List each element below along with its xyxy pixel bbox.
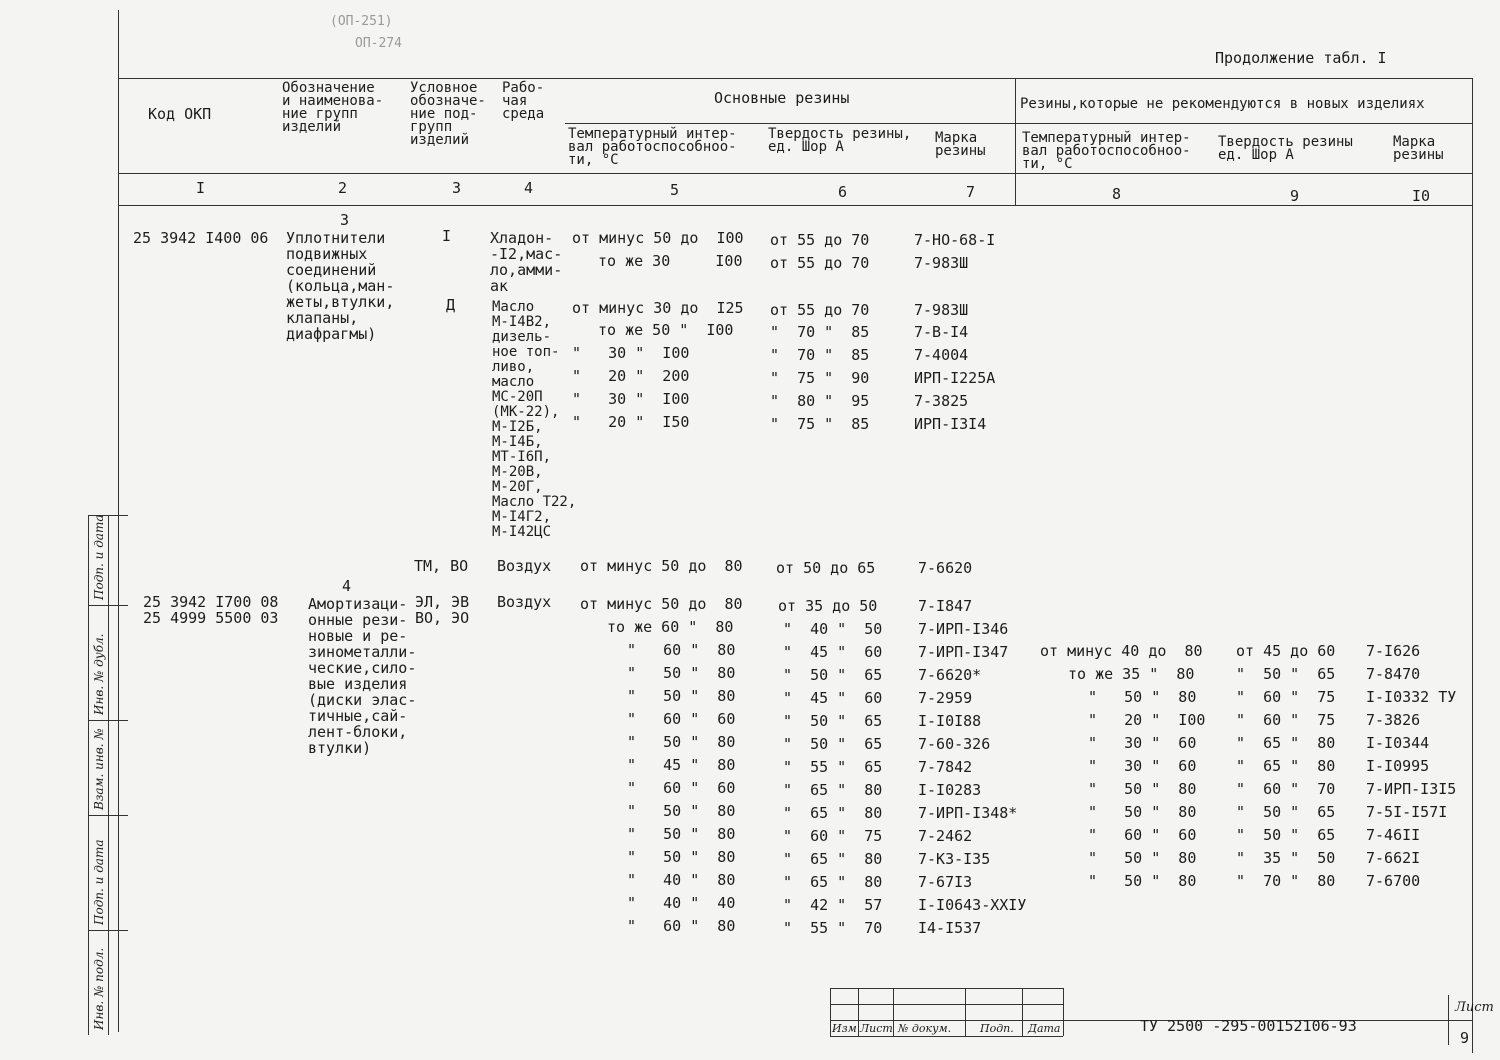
temp-range: " 60 " 80 xyxy=(627,917,736,935)
temp-range: " 60 " 60 xyxy=(627,710,736,728)
temp-range: " 20 " I50 xyxy=(572,413,690,431)
subgroup-code: Д xyxy=(446,296,456,314)
temp-range: " 45 " 80 xyxy=(627,756,736,774)
hardness-range-nr: " 60 " 75 xyxy=(1236,688,1336,706)
okp-code: 25 4999 5500 03 xyxy=(143,609,279,627)
stamp-line xyxy=(830,988,1063,989)
rubber-mark: 7-7842 xyxy=(918,758,973,776)
temp-range-nr: " 50 " 80 xyxy=(1088,872,1197,890)
working-medium: Воздух xyxy=(497,593,552,611)
rubber-mark-nr: 7-I626 xyxy=(1366,642,1421,660)
rubber-mark: 7-К3-I35 xyxy=(918,850,991,868)
group-name: Уплотнители подвижных соединений (кольца,ман- жеты,втулки, клапаны, диафрагмы) xyxy=(286,229,395,343)
rubber-mark-nr: I-I0995 xyxy=(1366,757,1430,775)
bleed-through-text: (ОП-251) xyxy=(330,14,393,29)
hardness-range: " 50 " 65 xyxy=(783,666,883,684)
header-hardness-nr: Твердость резины ед. Шор А xyxy=(1218,134,1353,163)
hardness-range: " 70 " 85 xyxy=(770,346,870,364)
stamp-cell: Лист xyxy=(860,1022,893,1035)
hardness-range-nr: " 50 " 65 xyxy=(1236,826,1336,844)
temp-range-nr: то же 35 " 80 xyxy=(1068,665,1195,683)
table-top-border xyxy=(118,78,1473,79)
hardness-range: " 80 " 95 xyxy=(770,392,870,410)
temp-range: " 50 " 80 xyxy=(627,664,736,682)
side-column-left xyxy=(88,515,89,1035)
temp-range: то же 30 I00 xyxy=(598,252,743,270)
header-bottom-border xyxy=(118,173,1473,174)
group-divider xyxy=(1015,78,1016,206)
hardness-range: " 60 " 75 xyxy=(783,827,883,845)
hardness-range: от 55 до 70 xyxy=(770,301,870,319)
rubber-mark: 7-ИРП-I347 xyxy=(918,643,1009,661)
temp-range-nr: " 50 " 80 xyxy=(1088,688,1197,706)
hardness-range: " 70 " 85 xyxy=(770,323,870,341)
hardness-range-nr: " 50 " 65 xyxy=(1236,665,1336,683)
temp-range-nr: " 20 " I00 xyxy=(1088,711,1206,729)
hardness-range: " 75 " 90 xyxy=(770,369,870,387)
rubber-mark: 7-НО-68-I xyxy=(914,231,996,249)
rubber-mark: 7-4004 xyxy=(914,346,969,364)
temp-range-nr: " 50 " 80 xyxy=(1088,849,1197,867)
hardness-range: " 65 " 80 xyxy=(783,804,883,822)
side-divider xyxy=(88,605,128,606)
rubber-mark: I-I0283 xyxy=(918,781,982,799)
sheet-number: 9 xyxy=(1460,1029,1470,1047)
hardness-range: от 55 до 70 xyxy=(770,254,870,272)
rubber-mark: 7-2959 xyxy=(918,689,973,707)
rubber-mark: 7-В-I4 xyxy=(914,323,969,341)
group-header-divider xyxy=(565,123,1473,124)
temp-range: то же 60 " 80 xyxy=(607,618,734,636)
rubber-mark: 7-I847 xyxy=(918,597,973,615)
col-number: 4 xyxy=(524,179,534,197)
col-number: 3 xyxy=(452,179,462,197)
header-temp: Температурный интер- вал работоспособноо- ти, °С xyxy=(568,126,737,168)
header-not-recommended: Резины,которые не рекомендуются в новых изделиях xyxy=(1020,96,1425,112)
side-divider xyxy=(88,815,128,816)
okp-code: 25 3942 I400 06 xyxy=(133,229,269,247)
col-number: I xyxy=(196,179,206,197)
rubber-mark: I-I0643-XXIУ xyxy=(918,896,1027,914)
hardness-range-nr: " 65 " 80 xyxy=(1236,734,1336,752)
hardness-range: " 42 " 57 xyxy=(783,896,883,914)
hardness-range-nr: " 70 " 80 xyxy=(1236,872,1336,890)
temp-range: " 40 " 80 xyxy=(627,871,736,889)
rubber-mark-nr: I-I0332 ТУ xyxy=(1366,688,1457,706)
header-temp-nr: Температурный интер- вал работоспособноо- ти, °С xyxy=(1022,130,1191,172)
subgroup-code: ЭЛ, ЭВ ВО, ЭО xyxy=(415,593,470,627)
temp-range: от минус 50 до 80 xyxy=(580,595,743,613)
document-code: ТУ 2500 -295-00152106-93 xyxy=(1140,1017,1357,1035)
stamp-cell: Дата xyxy=(1028,1022,1061,1035)
col-number: 2 xyxy=(338,179,348,197)
temp-range: " 50 " 80 xyxy=(627,848,736,866)
continuation-label: Продолжение табл. I xyxy=(1215,49,1387,67)
rubber-mark: 7-67I3 xyxy=(918,873,973,891)
temp-range: " 50 " 80 xyxy=(627,825,736,843)
header-medium: Рабо- чая среда xyxy=(502,80,545,122)
side-label: Инв. № дубл. xyxy=(92,633,106,715)
temp-range: " 30 " I00 xyxy=(572,344,690,362)
rubber-mark: 7-983Ш xyxy=(914,301,969,319)
working-medium: Масло М-I4В2, дизель- ное топ- ливо, масло МС-20П (МК-22), М-I2Б, М-I4Б, МТ-I6П, М-20В, М-20Г, Масло Т22, М-I4Г2, М-I42ЦС xyxy=(492,299,577,540)
temp-range-nr: " 60 " 60 xyxy=(1088,826,1197,844)
hardness-range: " 55 " 65 xyxy=(783,758,883,776)
rubber-mark: 7-6620* xyxy=(918,666,982,684)
working-medium: Хладон- -I2,мас- ло,амми- ак xyxy=(490,229,563,295)
rubber-mark: 7-60-326 xyxy=(918,735,991,753)
subgroup-code: I xyxy=(442,227,452,245)
temp-range: " 60 " 60 xyxy=(627,779,736,797)
hardness-range: " 65 " 80 xyxy=(783,850,883,868)
rubber-mark: 7-3825 xyxy=(914,392,969,410)
hardness-range-nr: " 60 " 75 xyxy=(1236,711,1336,729)
rubber-mark-nr: 7-5I-I57I xyxy=(1366,803,1448,821)
temp-range: от минус 50 до 80 xyxy=(580,557,743,575)
col-number: 7 xyxy=(966,183,976,201)
group-number: 3 xyxy=(340,211,350,229)
group-name: Амортизаци- онные рези- новые и ре- зинометалли- ческие,сило- вые изделия (диски элас- тичные,сай- лент-блоки, втулки) xyxy=(308,595,417,757)
hardness-range-nr: " 50 " 65 xyxy=(1236,803,1336,821)
stamp-line xyxy=(965,988,966,1036)
temp-range: " 60 " 80 xyxy=(627,641,736,659)
working-medium: Воздух xyxy=(497,557,552,575)
col-number: I0 xyxy=(1412,187,1431,205)
temp-range-nr: " 30 " 60 xyxy=(1088,734,1197,752)
stamp-line xyxy=(1063,988,1064,1036)
side-label: Инв. № подл. xyxy=(92,947,106,1030)
temp-range: от минус 50 до I00 xyxy=(572,229,744,247)
side-column-inner xyxy=(108,515,109,1035)
subgroup-code: ТМ, ВО xyxy=(414,557,469,575)
rubber-mark-nr: 7-662I xyxy=(1366,849,1421,867)
group-number: 4 xyxy=(342,577,352,595)
temp-range: " 50 " 80 xyxy=(627,802,736,820)
temp-range-nr: от минус 40 до 80 xyxy=(1040,642,1203,660)
header-subgroup: Условное обозначе- ние под- групп изделий xyxy=(410,80,486,148)
temp-range: " 50 " 80 xyxy=(627,733,736,751)
rubber-mark-nr: 7-8470 xyxy=(1366,665,1421,683)
header-mark: Марка резины xyxy=(935,130,986,159)
hardness-range: " 65 " 80 xyxy=(783,781,883,799)
stamp-cell: Изм xyxy=(832,1022,857,1035)
bleed-through-text: ОП-274 xyxy=(355,36,402,51)
rubber-mark: 7-983Ш xyxy=(914,254,969,272)
hardness-range-nr: " 60 " 70 xyxy=(1236,780,1336,798)
stamp-line xyxy=(1022,988,1023,1036)
frame-left-border xyxy=(118,10,119,1032)
stamp-line xyxy=(858,988,859,1036)
rubber-mark-nr: 7-46II xyxy=(1366,826,1421,844)
rubber-mark: 7-2462 xyxy=(918,827,973,845)
header-mark-nr: Марка резины xyxy=(1393,134,1444,163)
col-number: 6 xyxy=(838,183,848,201)
rubber-mark: 7-6620 xyxy=(918,559,973,577)
temp-range: " 40 " 40 xyxy=(627,894,736,912)
hardness-range-nr: " 65 " 80 xyxy=(1236,757,1336,775)
temp-range-nr: " 50 " 80 xyxy=(1088,780,1197,798)
rubber-mark: 7-ИРП-I348* xyxy=(918,804,1018,822)
hardness-range: " 55 " 70 xyxy=(783,919,883,937)
side-label: Подп. и дата xyxy=(92,514,106,600)
hardness-range: " 75 " 85 xyxy=(770,415,870,433)
rubber-mark: I4-I537 xyxy=(918,919,982,937)
side-label: Подп. и дата xyxy=(92,839,106,925)
stamp-line xyxy=(893,988,894,1036)
hardness-range-nr: от 45 до 60 xyxy=(1236,642,1336,660)
rubber-mark-nr: 7-3826 xyxy=(1366,711,1421,729)
frame-right-border xyxy=(1472,78,1473,1053)
side-divider xyxy=(88,720,128,721)
hardness-range: " 50 " 65 xyxy=(783,735,883,753)
header-okp-code: Код ОКП xyxy=(148,105,212,123)
temp-range: " 20 " 200 xyxy=(572,367,690,385)
col-number: 9 xyxy=(1290,187,1300,205)
rubber-mark: ИРП-I225А xyxy=(914,369,996,387)
temp-range: от минус 30 до I25 xyxy=(572,299,744,317)
col-number: 5 xyxy=(670,181,680,199)
side-divider xyxy=(88,930,128,931)
hardness-range-nr: " 35 " 50 xyxy=(1236,849,1336,867)
sheet-label: Лист xyxy=(1455,1000,1494,1015)
hardness-range: " 45 " 60 xyxy=(783,643,883,661)
stamp-cell: Подп. xyxy=(980,1022,1014,1035)
hardness-range: " 65 " 80 xyxy=(783,873,883,891)
rubber-mark: 7-ИРП-I346 xyxy=(918,620,1009,638)
stamp-line xyxy=(1448,995,1449,1045)
hardness-range: от 35 до 50 xyxy=(778,597,878,615)
col-numbers-bottom-border xyxy=(118,205,1473,206)
hardness-range: " 40 " 50 xyxy=(783,620,883,638)
temp-range: " 50 " 80 xyxy=(627,687,736,705)
rubber-mark: ИРП-I3I4 xyxy=(914,415,987,433)
header-main-rubbers: Основные резины xyxy=(714,89,850,107)
header-group-name: Обозначение и наименова- ние групп изделий xyxy=(282,80,384,135)
hardness-range: от 50 до 65 xyxy=(776,559,876,577)
temp-range-nr: " 30 " 60 xyxy=(1088,757,1197,775)
col-number: 8 xyxy=(1112,185,1122,203)
stamp-line xyxy=(830,1036,1063,1037)
rubber-mark-nr: 7-ИРП-I3I5 xyxy=(1366,780,1457,798)
rubber-mark: I-I0I88 xyxy=(918,712,982,730)
stamp-cell: № докум. xyxy=(898,1022,952,1035)
side-label: Взам. инв. № xyxy=(92,728,106,810)
stamp-line xyxy=(830,1004,1063,1005)
okp-code: 25 3942 I700 08 xyxy=(143,593,279,611)
temp-range: то же 50 " I00 xyxy=(598,321,734,339)
rubber-mark-nr: I-I0344 xyxy=(1366,734,1430,752)
header-hardness: Твердость резины, ед. Шор А xyxy=(768,126,912,155)
hardness-range: " 45 " 60 xyxy=(783,689,883,707)
stamp-line xyxy=(830,988,831,1036)
rubber-mark-nr: 7-6700 xyxy=(1366,872,1421,890)
hardness-range: от 55 до 70 xyxy=(770,231,870,249)
temp-range: " 30 " I00 xyxy=(572,390,690,408)
temp-range-nr: " 50 " 80 xyxy=(1088,803,1197,821)
hardness-range: " 50 " 65 xyxy=(783,712,883,730)
